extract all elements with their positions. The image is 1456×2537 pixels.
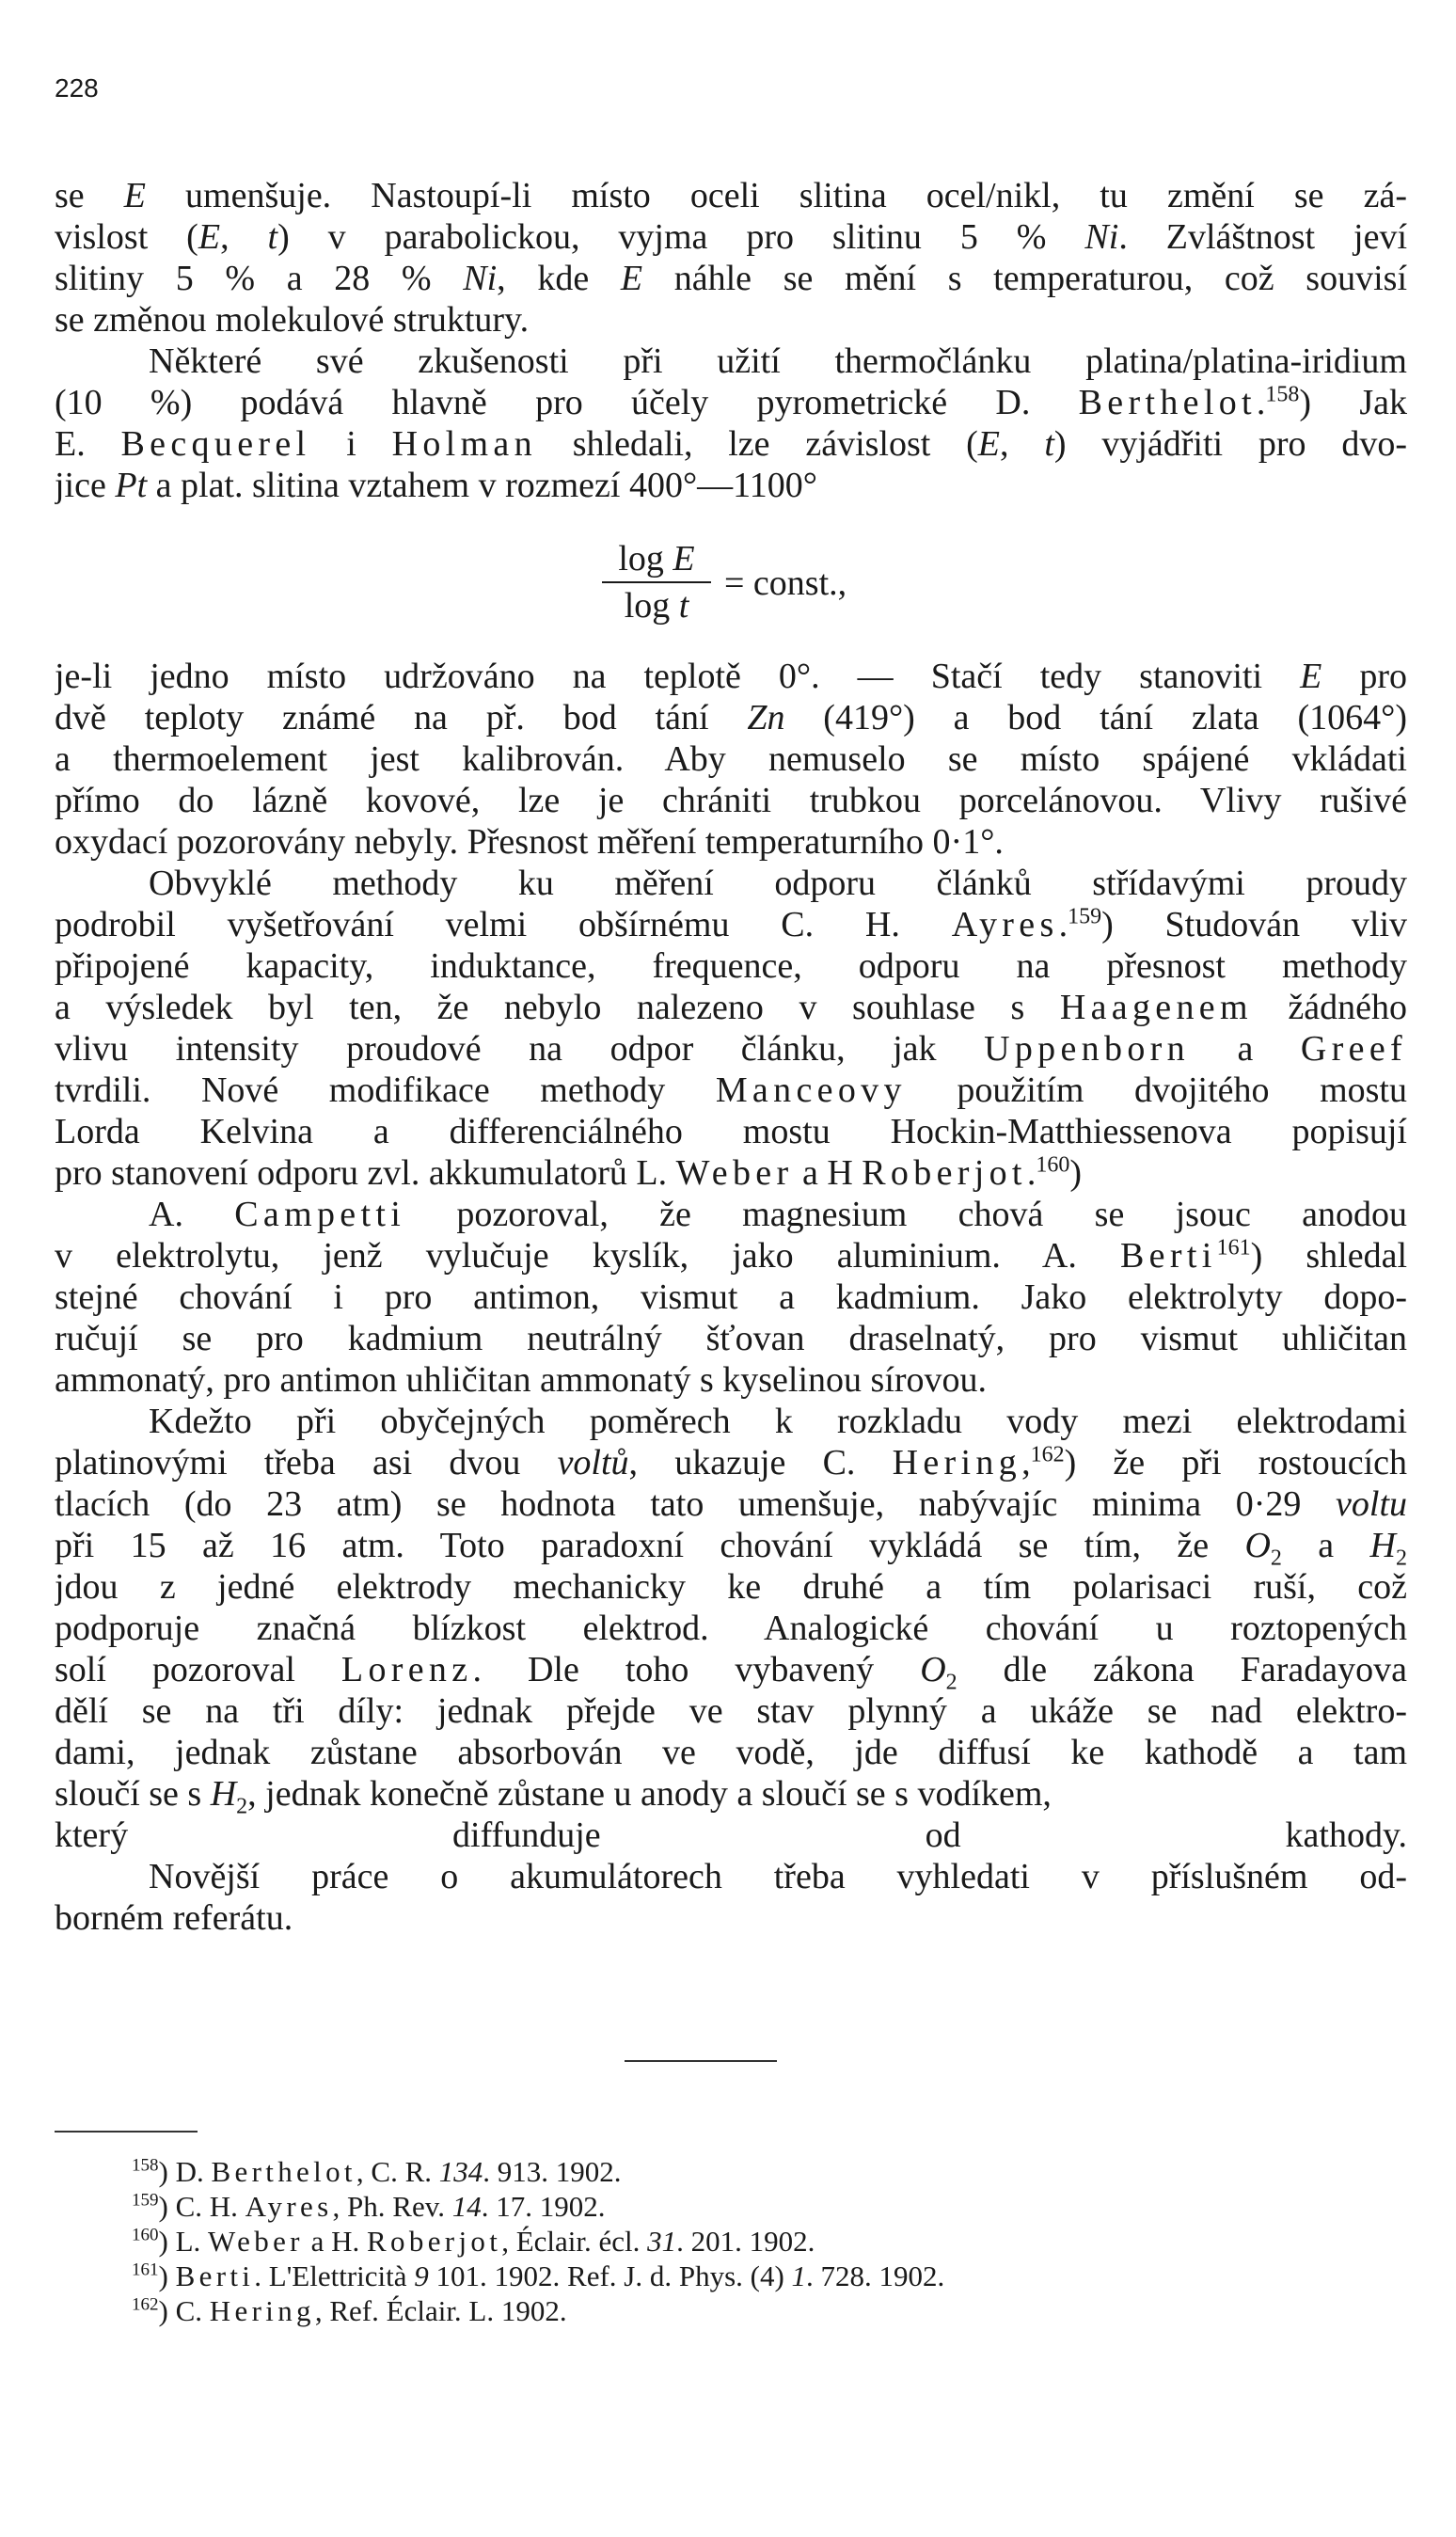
footnote: $^{162}$) C. Hering, Ref. Éclair. L. 1902. bbox=[132, 2294, 567, 2327]
text-line: Novější práce o akumulátorech třeba vyhledati v příslušném od- bbox=[149, 1857, 1407, 1896]
end-rule bbox=[625, 2060, 777, 2062]
page-number: 228 bbox=[55, 73, 99, 103]
text-line: se E umenšuje. Nastoupí-li místo oceli slitina ocel/nikl, tu změní se zá- bbox=[55, 176, 1407, 215]
text-line: tvrdili. Nové modifikace methody Manceovy použitím dvojitého mostu bbox=[55, 1070, 1407, 1110]
footnote: $^{159}$) C. H. Ayres, Ph. Rev. 14. 17. 1902. bbox=[132, 2190, 606, 2223]
text-line: a thermoelement jest kalibrován. Aby nemuselo se místo spájené vkládati bbox=[55, 739, 1407, 779]
footnote: $^{158}$) D. Berthelot, C. R. 134. 913. 1902. bbox=[132, 2155, 622, 2188]
text-line: podrobil vyšetřování velmi obšírnému C. H. Ayres.$^{159}$) Studován vliv bbox=[55, 904, 1407, 944]
footnotes bbox=[132, 2154, 944, 2328]
text-line: dvě teploty známé na př. bod tání Zn (419°) a bod tání zlata (1064°) bbox=[55, 698, 1407, 737]
text-line: tlacích (do 23 atm) se hodnota tato umenšuje, nabývajíc minima 0·29 voltu bbox=[55, 1484, 1407, 1524]
text-line: sloučí se s $H_2$, jednak konečně zůstane u anody a sloučí se s vodíkem, bbox=[55, 1774, 1052, 1815]
text-line: stejné chování i pro antimon, vismut a kadmium. Jako elektrolyty dopo- bbox=[55, 1277, 1407, 1317]
formula-rhs: = const., bbox=[724, 563, 847, 603]
text-line: solí pozoroval Lorenz. Dle toho vybavený $O_2$ dle zákona Faradayova bbox=[55, 1650, 1407, 1690]
text-line: vlivu intensity proudové na odpor článku, jak Uppenborn a Greef bbox=[55, 1029, 1407, 1069]
text-line: oxydací pozorovány nebyly. Přesnost měření temperaturního 0·1°. bbox=[55, 822, 1004, 862]
text-line: jdou z jedné elektrody mechanicky ke druhé a tím polarisaci ruší, což bbox=[55, 1567, 1407, 1607]
paragraph-block-1 bbox=[55, 175, 1407, 506]
text-line: a výsledek byl ten, že nebylo nalezeno v souhlase s Haagenem žádného bbox=[55, 988, 1407, 1027]
footnote-rule bbox=[55, 2131, 198, 2133]
text-line: Obvyklé methody ku měření odporu článků střídavými proudy bbox=[149, 864, 1407, 903]
text-line: ručují se pro kadmium neutrálný šťovan draselnatý, pro vismut uhličitan bbox=[55, 1319, 1407, 1358]
fraction-bar bbox=[602, 581, 711, 583]
text-line: připojené kapacity, induktance, frequence, odporu na přesnost methody bbox=[55, 946, 1407, 986]
text-line: Některé své zkušenosti při užití thermočlánku platina/platina-iridium bbox=[149, 341, 1407, 381]
text-line: vislost (E, t) v parabolickou, vyjma pro slitinu 5 % Ni. Zvláštnost jeví bbox=[55, 217, 1407, 257]
text-line: slitiny 5 % a 28 % Ni, kde E náhle se mění s temperaturou, což souvisí bbox=[55, 259, 1407, 298]
text-line: podporuje značná blízkost elektrod. Analogické chování u roztopených bbox=[55, 1609, 1407, 1648]
footnote: $^{161}$) Berti. L'Elettricità 9 101. 1902. Ref. J. d. Phys. (4) 1. 728. 1902. bbox=[132, 2260, 945, 2292]
text-line: borném referátu. bbox=[55, 1898, 293, 1938]
text-line: platinovými třeba asi dvou voltů, ukazuje C. Hering,$^{162}$) že při rostoucích bbox=[55, 1442, 1407, 1483]
text-line: dělí se na tři díly: jednak přejde ve stav plynný a ukáže se nad elektro- bbox=[55, 1691, 1407, 1731]
text-line: Lorda Kelvina a differenciálného mostu Hockin-Matthiessenova popisují bbox=[55, 1112, 1407, 1151]
text-line: Kdežto při obyčejných poměrech k rozkladu vody mezi elektrodami bbox=[149, 1402, 1407, 1441]
text-line: který diffunduje od kathody. bbox=[55, 1816, 1407, 1855]
text-line: jice Pt a plat. slitina vztahem v rozmezí 400°—1100° bbox=[55, 466, 817, 505]
text-line: při 15 až 16 atm. Toto paradoxní chování vykládá se tím, že $O_2$ a $H_2$ bbox=[55, 1526, 1407, 1566]
text-line: v elektrolytu, jenž vylučuje kyslík, jako aluminium. A. Berti$^{161}$) shledal bbox=[55, 1235, 1407, 1276]
text-line: přímo do lázně kovové, lze je chrániti trubkou porcelánovou. Vlivy rušivé bbox=[55, 781, 1407, 820]
text-line: pro stanovení odporu zvl. akkumulatorů L. Weber a H Roberjot.$^{160}$) bbox=[55, 1152, 1082, 1193]
text-line: (10 %) podává hlavně pro účely pyrometrické D. Berthelot.$^{158}$) Jak bbox=[55, 382, 1407, 422]
formula bbox=[602, 538, 922, 632]
text-line: ammonatý, pro antimon uhličitan ammonatý s kyselinou sírovou. bbox=[55, 1360, 988, 1400]
text-line: dami, jednak zůstane absorbován ve vodě, jde diffusí ke kathodě a tam bbox=[55, 1733, 1407, 1772]
footnote: $^{160}$) L. Weber a H. Roberjot, Éclair. écl. 31. 201. 1902. bbox=[132, 2225, 815, 2258]
text-line: A. Campetti pozoroval, že magnesium chová se jsouc anodou bbox=[149, 1195, 1407, 1234]
formula-denominator: log t bbox=[624, 586, 689, 626]
paragraph-block-2 bbox=[55, 656, 1407, 1939]
text-line: E. Becquerel i Holman shledali, lze závislost (E, t) vyjádřiti pro dvo- bbox=[55, 424, 1407, 464]
formula-numerator: log E bbox=[618, 539, 695, 579]
text-line: se změnou molekulové struktury. bbox=[55, 300, 530, 340]
text-line: je-li jedno místo udržováno na teplotě 0°. — Stačí tedy stanoviti E pro bbox=[55, 657, 1407, 696]
